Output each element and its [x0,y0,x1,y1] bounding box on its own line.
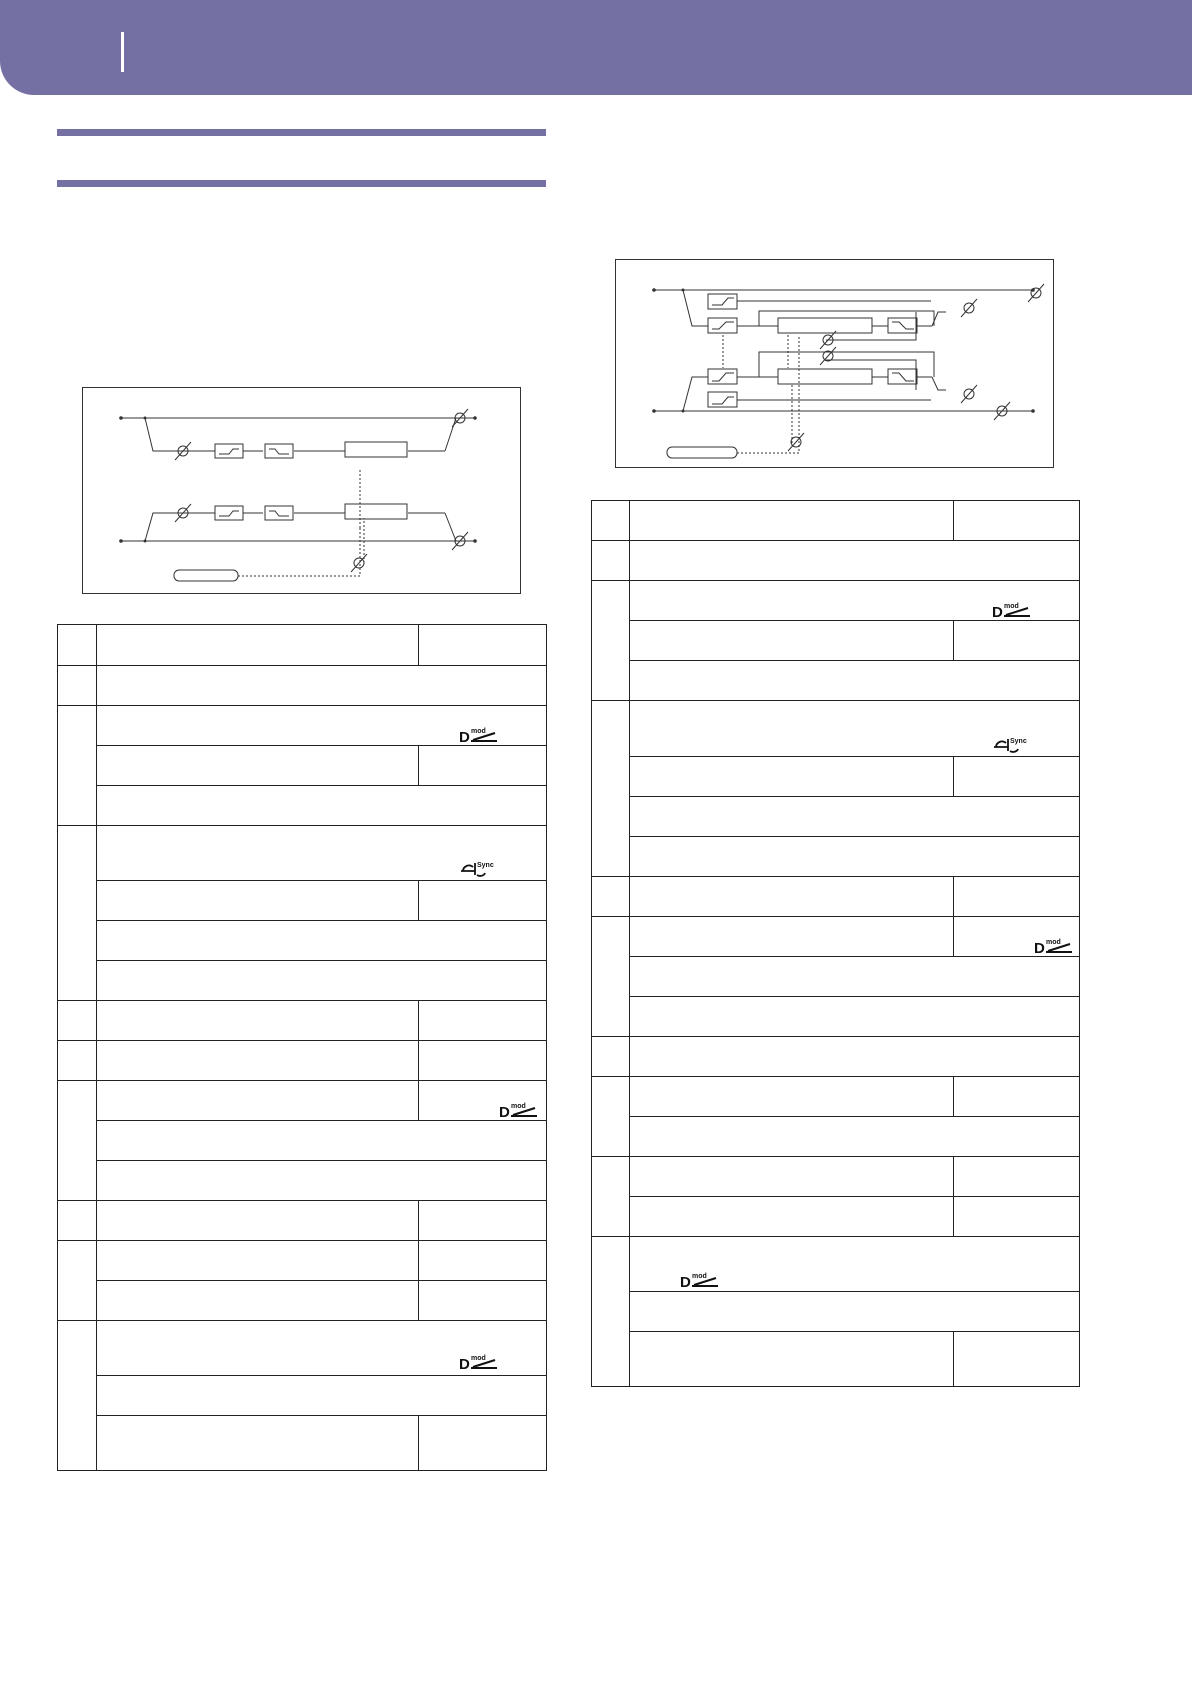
cell [630,581,1080,621]
cell [97,1321,547,1376]
table-row [592,957,1080,997]
cell [97,706,547,746]
cell [419,625,547,666]
cell [592,917,630,1037]
table-row [58,746,547,786]
cell [97,666,547,706]
table-row [58,1121,547,1161]
cell [630,1077,954,1117]
cell [419,746,547,786]
cell [592,541,630,581]
cell [954,501,1080,541]
dmod-icon [459,1354,499,1376]
table-row [592,1037,1080,1077]
table-row [592,837,1080,877]
table-row [58,1321,547,1376]
table-row [592,1292,1080,1332]
table-row [58,1001,547,1041]
cell [58,1081,97,1201]
cell [58,666,97,706]
svg-text:mod: mod [471,728,486,735]
cell [630,757,954,797]
cell [592,701,630,877]
cell [630,1332,954,1387]
svg-text:D: D [459,729,470,744]
cell [419,1001,547,1041]
table-row [58,1081,547,1121]
cell [58,1321,97,1471]
cell [954,1077,1080,1117]
table-row [592,877,1080,917]
cell [630,797,1080,837]
table-row [592,501,1080,541]
table-row [58,1281,547,1321]
cell [954,917,1080,957]
cell [592,1237,630,1387]
cell [419,1081,547,1121]
left-diagram-svg [83,388,522,595]
cell [58,1001,97,1041]
svg-text:mod: mod [1004,603,1019,610]
cell [58,625,97,666]
cell [97,881,419,921]
section-rule-bottom [57,180,546,187]
table-row [58,1201,547,1241]
svg-text:Sync: Sync [477,862,494,869]
table-row [58,1041,547,1081]
table-row [58,921,547,961]
table-row [592,1332,1080,1387]
cell [592,1037,630,1077]
cell [419,881,547,921]
cell [97,1376,547,1416]
right-diagram-svg [616,260,1055,469]
cell [419,1241,547,1281]
header-banner [0,0,1192,95]
cell [954,757,1080,797]
table-row [592,1237,1080,1292]
cell [954,1332,1080,1387]
cell [630,957,1080,997]
cell [58,1241,97,1321]
cell [97,1281,419,1321]
left-parameter-table [57,624,547,1471]
table-row [58,881,547,921]
cell [592,877,630,917]
svg-text:D: D [680,1274,691,1289]
cell [97,921,547,961]
cell [419,1201,547,1241]
table-row [58,786,547,826]
cell [630,997,1080,1037]
cell [630,837,1080,877]
cell [97,1416,419,1471]
cell [630,1292,1080,1332]
cell [592,581,630,701]
table-row [592,797,1080,837]
table-row [592,661,1080,701]
table-row [58,1376,547,1416]
cell [97,1081,419,1121]
cell [97,1201,419,1241]
svg-text:D: D [1034,940,1045,955]
cell [630,1237,1080,1292]
cell [954,1157,1080,1197]
cell [97,625,419,666]
svg-text:mod: mod [692,1273,707,1280]
svg-text:mod: mod [1046,939,1061,946]
cell [954,877,1080,917]
cell [630,701,1080,757]
svg-text:D: D [459,1356,470,1371]
cell [97,1001,419,1041]
table-row [592,541,1080,581]
cell [630,1157,954,1197]
cell [58,826,97,1001]
table-row [58,706,547,746]
cell [630,621,954,661]
cell [419,1041,547,1081]
table-row [58,1241,547,1281]
cell [630,1037,1080,1077]
cell [630,877,954,917]
cell [630,661,1080,701]
table-row [58,625,547,666]
cell [592,1157,630,1237]
cell [630,1117,1080,1157]
table-row [592,1077,1080,1117]
left-block-diagram [82,387,521,594]
cell [419,1416,547,1471]
cell [97,1241,419,1281]
table-row [592,997,1080,1037]
table-row [58,961,547,1001]
cell [97,786,547,826]
cell [630,501,954,541]
cell [97,1121,547,1161]
table-row [592,1197,1080,1237]
cell [630,541,1080,581]
cell [630,917,954,957]
table-row [58,666,547,706]
header-divider [121,32,124,72]
svg-text:D: D [992,604,1003,619]
svg-text:Sync: Sync [1010,738,1027,745]
cell [97,1161,547,1201]
cell [58,706,97,826]
right-block-diagram [615,259,1054,468]
cell [592,1077,630,1157]
table-row [58,826,547,881]
cell [97,961,547,1001]
cell [419,1281,547,1321]
section-rule-top [57,129,546,136]
cell [58,1201,97,1241]
table-row [592,757,1080,797]
cell [592,501,630,541]
table-row [592,1117,1080,1157]
table-row [592,621,1080,661]
cell [630,1197,954,1237]
cell [954,621,1080,661]
svg-text:D: D [499,1104,510,1119]
right-parameter-table [591,500,1080,1387]
table-row [592,581,1080,621]
svg-text:mod: mod [511,1103,526,1110]
cell [58,1041,97,1081]
cell [97,1041,419,1081]
table-row [592,1157,1080,1197]
table-row [58,1161,547,1201]
table-row [58,1416,547,1471]
cell [954,1197,1080,1237]
svg-text:mod: mod [471,1355,486,1362]
table-row [592,701,1080,757]
table-row [592,917,1080,957]
cell [97,746,419,786]
cell [97,826,547,881]
